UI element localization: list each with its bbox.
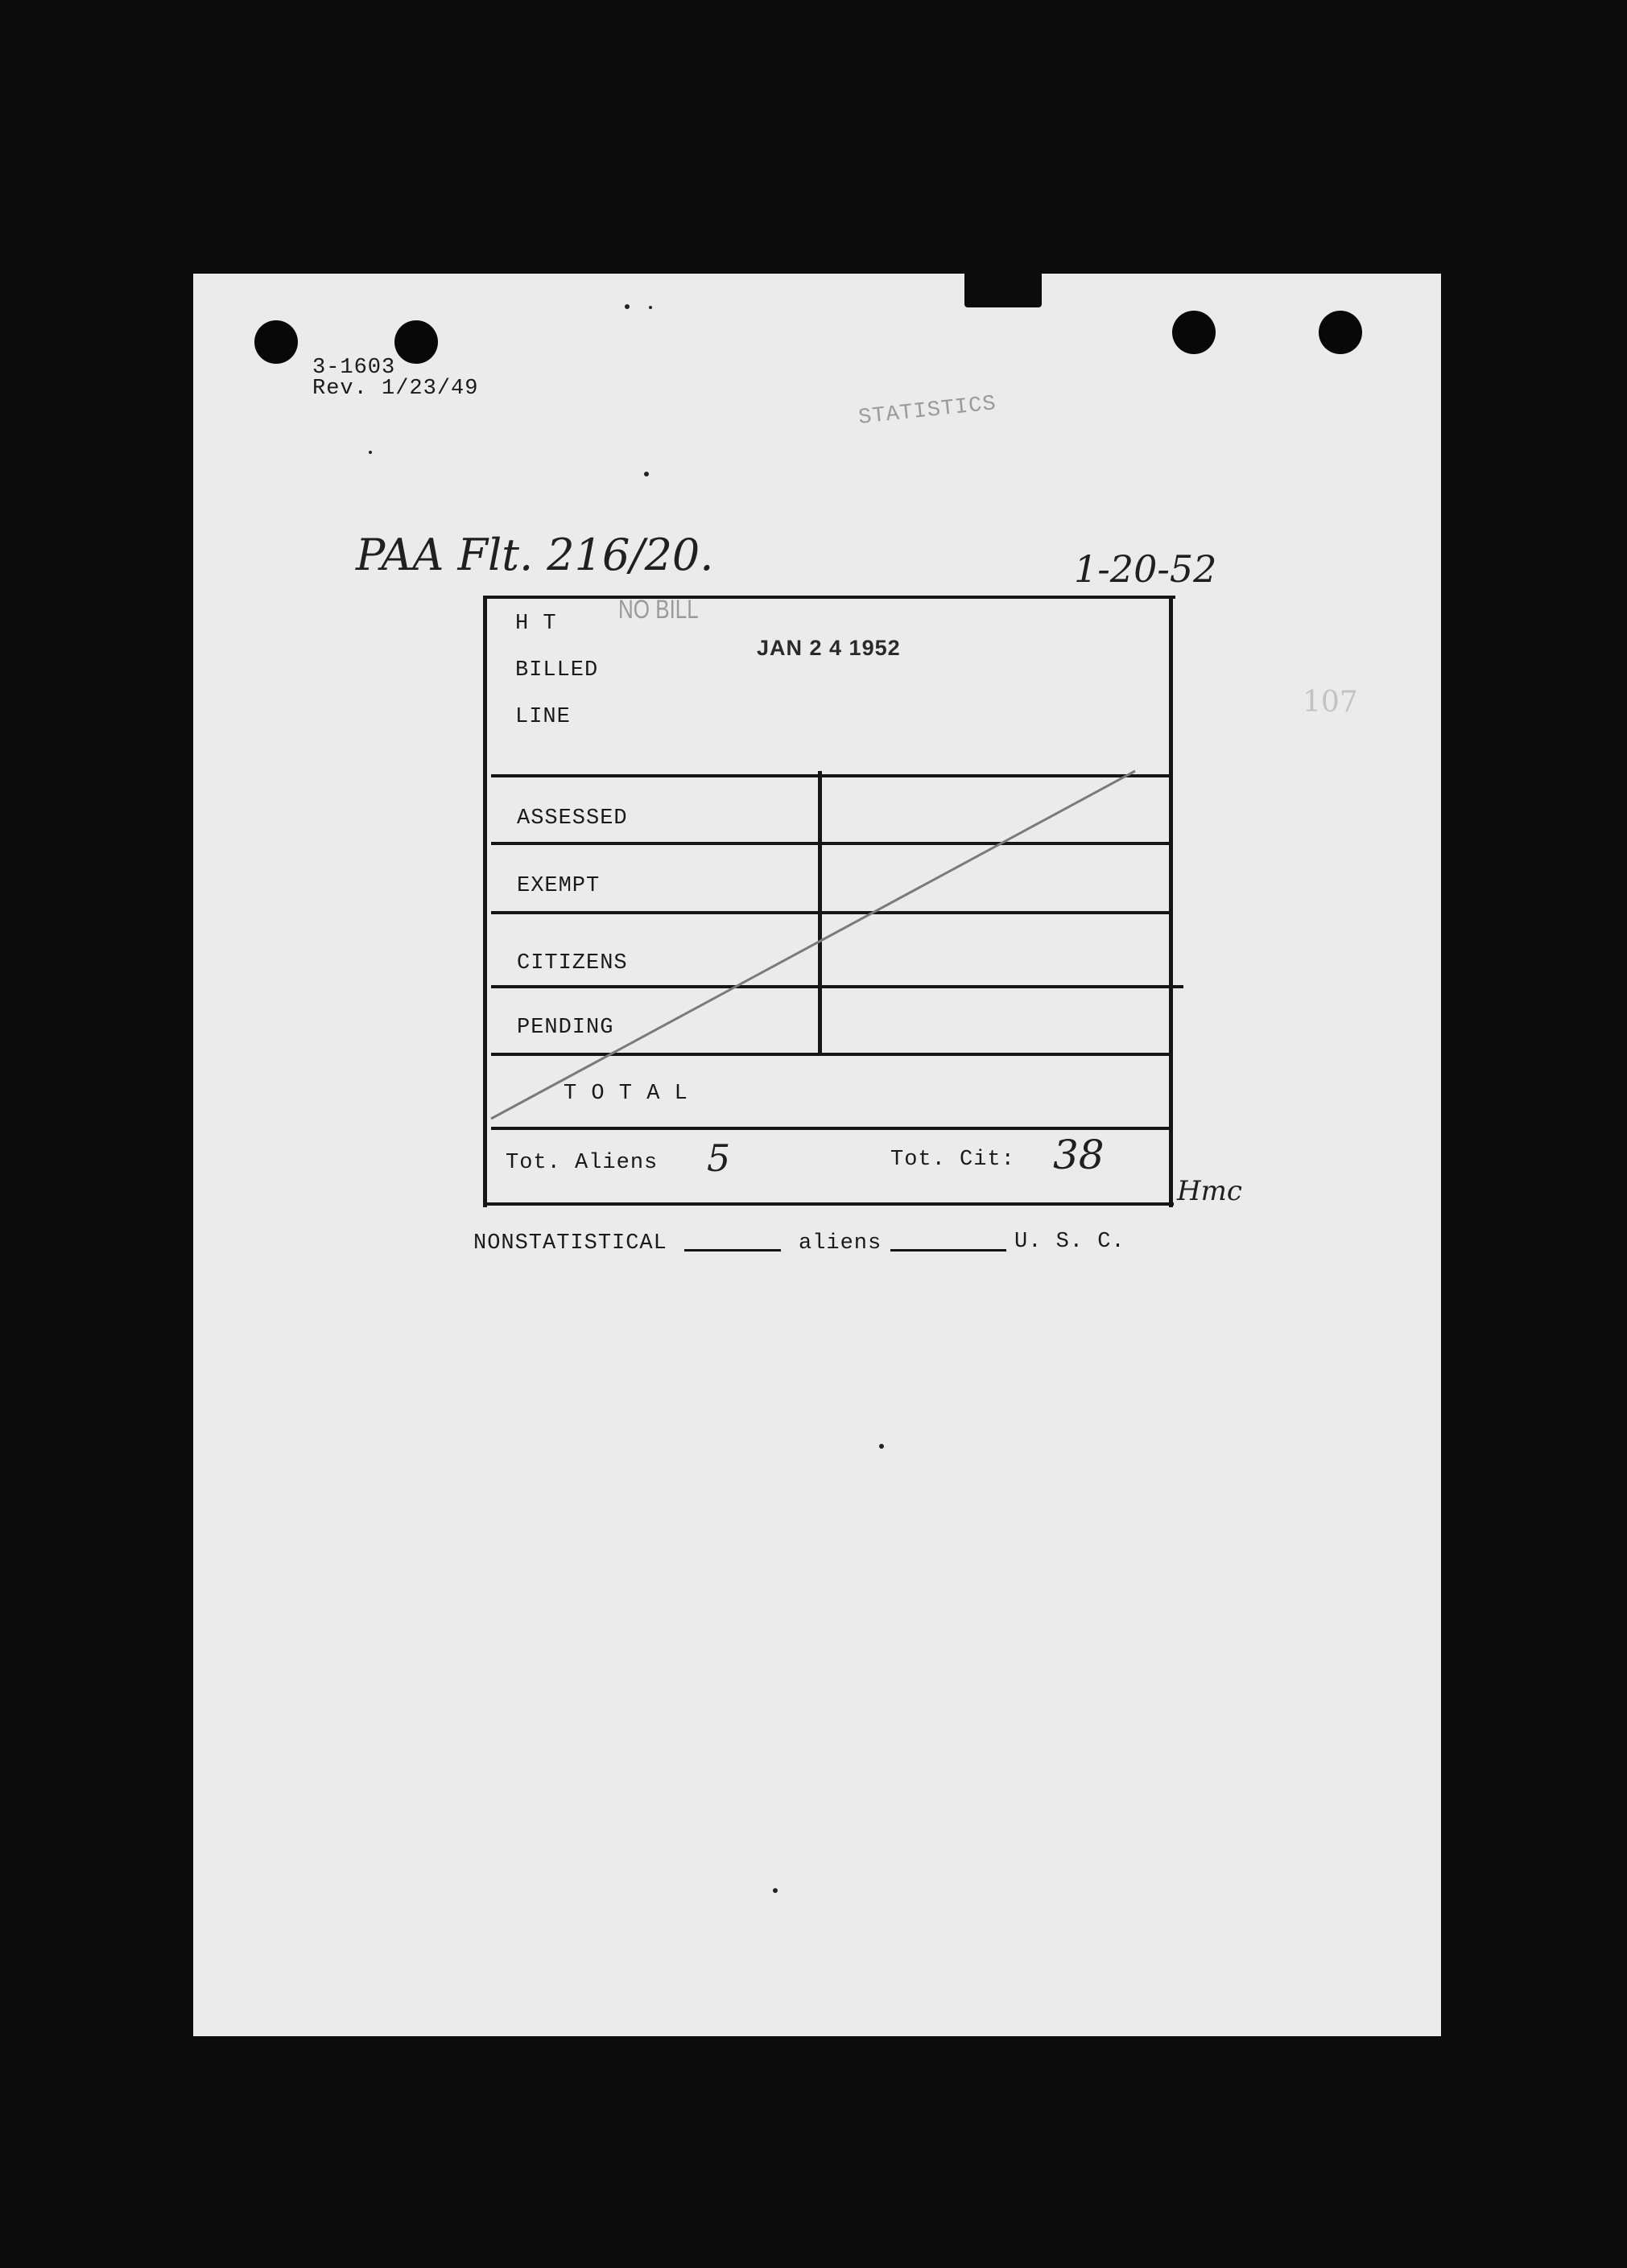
date-received-stamp: JAN 2 4 1952 — [757, 636, 901, 660]
header-line-line: LINE — [515, 705, 571, 729]
speck — [369, 451, 372, 454]
punch-hole-1 — [254, 320, 298, 364]
speck — [625, 304, 630, 309]
handwritten-initials: Hmc — [1177, 1175, 1242, 1207]
statistics-stamp: STATISTICS — [857, 392, 998, 431]
handwritten-flight: PAA Flt. 216/20. — [356, 530, 714, 580]
diagonal-cancel-line — [483, 596, 1175, 1207]
tab-notch — [964, 266, 1042, 307]
speck — [773, 1888, 778, 1893]
row-label-citizens: CITIZENS — [517, 951, 628, 975]
row-label-assessed: ASSESSED — [517, 806, 628, 831]
form-revision: Rev. 1/23/49 — [312, 377, 479, 401]
row-label-exempt: EXEMPT — [517, 874, 601, 898]
total-label: T O T A L — [564, 1082, 688, 1106]
punch-hole-2 — [394, 320, 438, 364]
usc-label: U. S. C. — [1014, 1230, 1125, 1254]
row-label-pending: PENDING — [517, 1016, 614, 1040]
tot-aliens-label: Tot. Aliens — [506, 1151, 659, 1175]
aliens-label: aliens — [799, 1231, 882, 1256]
form-paper — [193, 274, 1441, 2036]
speck — [644, 472, 649, 476]
tot-aliens-value: 5 — [707, 1136, 731, 1180]
margin-number-stamp: 107 — [1303, 686, 1358, 719]
nonstatistical-blank — [684, 1249, 781, 1252]
no-bill-stamp: NO BILL — [618, 594, 699, 625]
form-number: 3-1603 — [312, 356, 396, 380]
tot-cit-label: Tot. Cit: — [890, 1148, 1015, 1172]
header-line-billed: BILLED — [515, 658, 599, 682]
tot-cit-value: 38 — [1053, 1132, 1105, 1178]
punch-hole-3 — [1172, 311, 1216, 354]
nonstatistical-label: NONSTATISTICAL — [473, 1231, 667, 1256]
speck — [649, 306, 652, 309]
speck — [879, 1444, 884, 1449]
aliens-blank — [890, 1249, 1006, 1252]
punch-hole-4 — [1319, 311, 1362, 354]
statistics-box — [483, 596, 1173, 1206]
handwritten-date: 1-20-52 — [1074, 547, 1217, 591]
header-line-ht: H T — [515, 612, 557, 636]
